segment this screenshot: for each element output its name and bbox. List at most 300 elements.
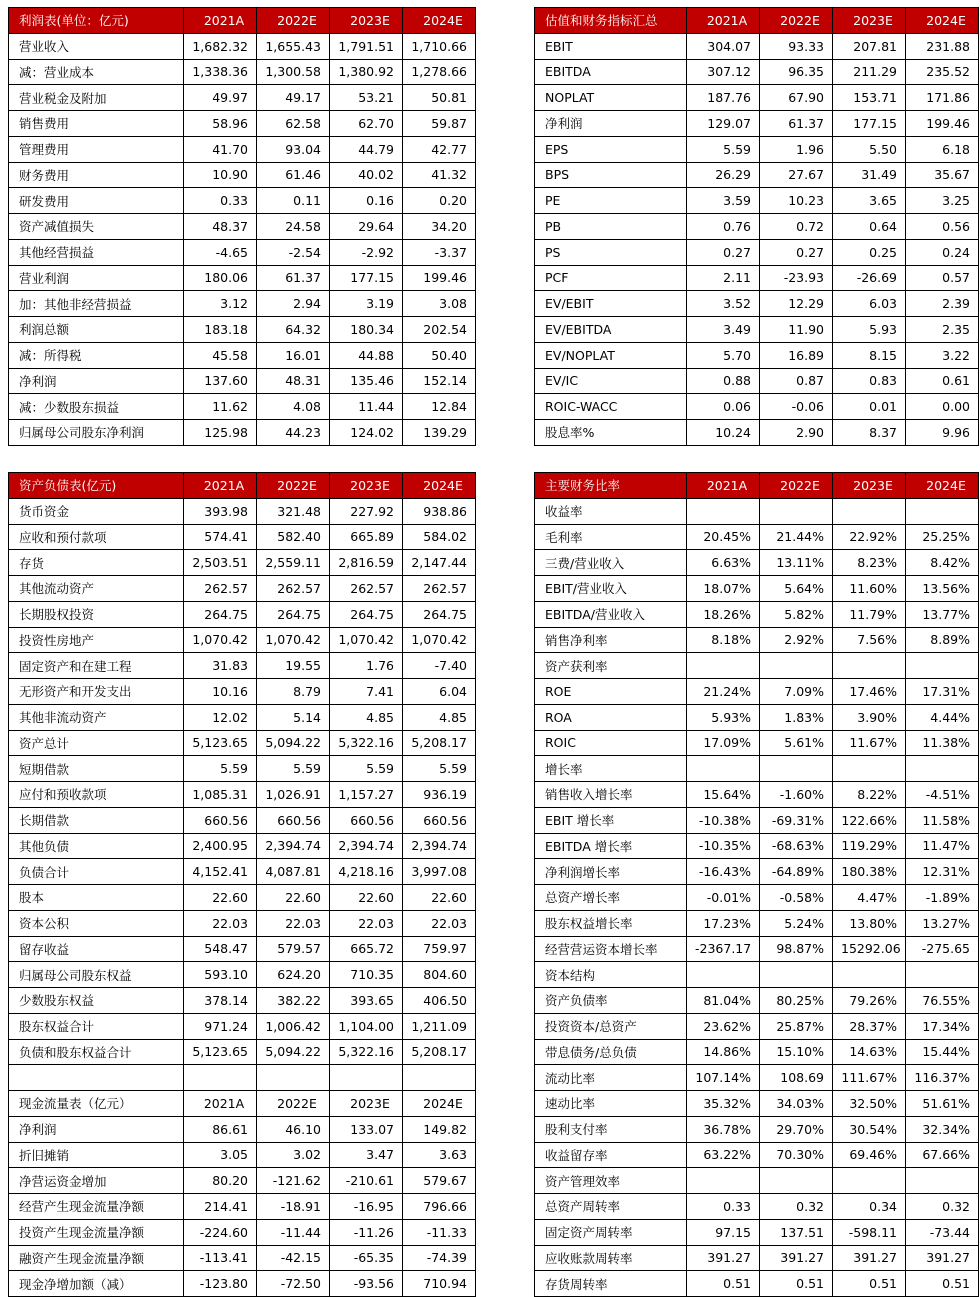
value-cell: 21.44%	[760, 524, 833, 550]
balance-sheet-table	[8, 472, 476, 1297]
value-cell	[760, 1168, 833, 1194]
value-cell: 660.56	[257, 807, 330, 833]
table-row	[9, 1142, 476, 1168]
table-row	[535, 291, 979, 317]
row-label: 应付和预收款项	[9, 782, 184, 808]
value-cell: 391.27	[687, 1245, 760, 1271]
value-cell: 62.58	[257, 111, 330, 137]
value-cell: 574.41	[184, 524, 257, 550]
row-label: 销售收入增长率	[535, 782, 687, 808]
value-cell: -74.39	[403, 1245, 476, 1271]
row-label: 加：其他非经营损益	[9, 291, 184, 317]
value-cell: 5,123.65	[184, 1039, 257, 1065]
value-cell: 46.10	[257, 1116, 330, 1142]
value-cell: 107.14%	[687, 1065, 760, 1091]
value-cell: 1,104.00	[330, 1013, 403, 1039]
income-statement-body	[9, 8, 476, 446]
value-cell: 378.14	[184, 988, 257, 1014]
row-label: 固定资产和在建工程	[9, 653, 184, 679]
value-cell: 44.88	[330, 342, 403, 368]
row-label: 其他经营损益	[9, 239, 184, 265]
value-cell: 4.85	[330, 704, 403, 730]
table-row	[535, 988, 979, 1014]
table-row	[9, 1116, 476, 1142]
row-label: 投资性房地产	[9, 627, 184, 653]
value-cell	[330, 1065, 403, 1091]
value-cell: 97.15	[687, 1219, 760, 1245]
value-cell: 5,094.22	[257, 1039, 330, 1065]
value-cell: 2023E	[330, 473, 403, 499]
value-cell: 27.67	[760, 162, 833, 188]
table-row	[535, 1219, 979, 1245]
row-label: 其他负债	[9, 833, 184, 859]
value-cell: 22.92%	[833, 524, 906, 550]
value-cell: 0.27	[687, 239, 760, 265]
table-row	[9, 704, 476, 730]
value-cell: 16.01	[257, 342, 330, 368]
table-row	[9, 498, 476, 524]
value-cell: 153.71	[833, 85, 906, 111]
value-cell: 13.11%	[760, 550, 833, 576]
row-label: EBIT 增长率	[535, 807, 687, 833]
row-label: 营业税金及附加	[9, 85, 184, 111]
row-label	[9, 1065, 184, 1091]
table-row	[9, 988, 476, 1014]
value-cell: 2,400.95	[184, 833, 257, 859]
value-cell: 0.33	[184, 188, 257, 214]
value-cell: 41.70	[184, 136, 257, 162]
value-cell: 10.23	[760, 188, 833, 214]
value-cell: 25.87%	[760, 1013, 833, 1039]
row-label: 总资产周转率	[535, 1194, 687, 1220]
table-row	[9, 807, 476, 833]
value-cell: 0.88	[687, 368, 760, 394]
value-cell: 35.67	[906, 162, 979, 188]
table-row	[9, 394, 476, 420]
value-cell: 19.55	[257, 653, 330, 679]
row-label: 速动比率	[535, 1091, 687, 1117]
value-cell	[833, 498, 906, 524]
row-label: 归属母公司股东权益	[9, 962, 184, 988]
value-cell: 13.80%	[833, 910, 906, 936]
value-cell: 61.37	[257, 265, 330, 291]
value-cell: 5.50	[833, 136, 906, 162]
value-cell: 32.34%	[906, 1116, 979, 1142]
row-label: EBITDA 增长率	[535, 833, 687, 859]
value-cell	[760, 653, 833, 679]
value-cell: 710.94	[403, 1271, 476, 1297]
table-row	[9, 859, 476, 885]
value-cell: 262.57	[184, 576, 257, 602]
value-cell: 0.16	[330, 188, 403, 214]
value-cell: 10.90	[184, 162, 257, 188]
row-label: 收益率	[535, 498, 687, 524]
value-cell: 5.14	[257, 704, 330, 730]
row-label: 净利润	[9, 1116, 184, 1142]
table-row	[535, 730, 979, 756]
value-cell: 15.44%	[906, 1039, 979, 1065]
row-label: 其他非流动资产	[9, 704, 184, 730]
value-cell: 116.37%	[906, 1065, 979, 1091]
value-cell: 15.10%	[760, 1039, 833, 1065]
value-cell: -0.58%	[760, 885, 833, 911]
table-row	[535, 59, 979, 85]
row-label: 固定资产周转率	[535, 1219, 687, 1245]
value-cell: 177.15	[833, 111, 906, 137]
value-cell: 11.60%	[833, 576, 906, 602]
value-cell: 202.54	[403, 317, 476, 343]
value-cell: 49.17	[257, 85, 330, 111]
value-cell: 1,380.92	[330, 59, 403, 85]
value-cell: 5.61%	[760, 730, 833, 756]
row-label: 净利润	[535, 111, 687, 137]
value-cell: 2,394.74	[330, 833, 403, 859]
table-row	[535, 239, 979, 265]
value-cell: 137.51	[760, 1219, 833, 1245]
value-cell: 22.60	[257, 885, 330, 911]
value-cell: 1,791.51	[330, 33, 403, 59]
table-row	[535, 1142, 979, 1168]
value-cell: 63.22%	[687, 1142, 760, 1168]
row-label: 货币资金	[9, 498, 184, 524]
value-cell: 152.14	[403, 368, 476, 394]
value-cell: 5.82%	[760, 601, 833, 627]
value-cell: 81.04%	[687, 988, 760, 1014]
value-cell: 1,006.42	[257, 1013, 330, 1039]
value-cell: -26.69	[833, 265, 906, 291]
value-cell: 0.61	[906, 368, 979, 394]
value-cell: -224.60	[184, 1219, 257, 1245]
value-cell: 4.47%	[833, 885, 906, 911]
value-cell: -0.06	[760, 394, 833, 420]
value-cell: 262.57	[257, 576, 330, 602]
value-cell: 4.08	[257, 394, 330, 420]
table-row	[9, 910, 476, 936]
value-cell: 1,070.42	[257, 627, 330, 653]
table-row	[535, 807, 979, 833]
value-cell: 579.67	[403, 1168, 476, 1194]
value-cell: 2022E	[760, 473, 833, 499]
value-cell: 1,300.58	[257, 59, 330, 85]
value-cell: -42.15	[257, 1245, 330, 1271]
table-row	[535, 368, 979, 394]
value-cell: 3.47	[330, 1142, 403, 1168]
value-cell: 5.70	[687, 342, 760, 368]
row-label: 利润表(单位：亿元)	[9, 8, 184, 34]
value-cell: 665.72	[330, 936, 403, 962]
value-cell: 14.86%	[687, 1039, 760, 1065]
value-cell: 0.32	[760, 1194, 833, 1220]
header-row	[9, 8, 476, 34]
value-cell: -210.61	[330, 1168, 403, 1194]
value-cell: 22.60	[403, 885, 476, 911]
value-cell: 1,157.27	[330, 782, 403, 808]
value-cell: 32.50%	[833, 1091, 906, 1117]
table-row	[9, 1219, 476, 1245]
table-row	[9, 885, 476, 911]
value-cell: 660.56	[330, 807, 403, 833]
table-row	[535, 498, 979, 524]
value-cell	[403, 1065, 476, 1091]
table-row	[535, 394, 979, 420]
table-row	[535, 885, 979, 911]
value-cell: 2.92%	[760, 627, 833, 653]
row-label: 应收账款周转率	[535, 1245, 687, 1271]
table-row	[9, 1245, 476, 1271]
row-label: 流动比率	[535, 1065, 687, 1091]
value-cell: 0.57	[906, 265, 979, 291]
row-label: 估值和财务指标汇总	[535, 8, 687, 34]
value-cell: 3,997.08	[403, 859, 476, 885]
value-cell: 41.32	[403, 162, 476, 188]
row-label: EV/EBITDA	[535, 317, 687, 343]
value-cell: 11.90	[760, 317, 833, 343]
value-cell: 0.51	[833, 1271, 906, 1297]
value-cell: 1,070.42	[330, 627, 403, 653]
value-cell: 2,816.59	[330, 550, 403, 576]
value-cell: 2023E	[833, 473, 906, 499]
table-row	[9, 756, 476, 782]
value-cell: 584.02	[403, 524, 476, 550]
row-label: 融资产生现金流量净额	[9, 1245, 184, 1271]
value-cell: -7.40	[403, 653, 476, 679]
table-row	[9, 1168, 476, 1194]
row-label: 负债和股东权益合计	[9, 1039, 184, 1065]
table-row	[9, 730, 476, 756]
valuation-body	[535, 8, 979, 446]
table-row	[9, 601, 476, 627]
row-label: 少数股东权益	[9, 988, 184, 1014]
value-cell: 29.64	[330, 214, 403, 240]
value-cell: -69.31%	[760, 807, 833, 833]
value-cell: -73.44	[906, 1219, 979, 1245]
value-cell: 15292.06	[833, 936, 906, 962]
value-cell: -3.37	[403, 239, 476, 265]
row-label: 减：少数股东损益	[9, 394, 184, 420]
value-cell: 393.65	[330, 988, 403, 1014]
value-cell: -93.56	[330, 1271, 403, 1297]
value-cell: 23.62%	[687, 1013, 760, 1039]
value-cell: 971.24	[184, 1013, 257, 1039]
value-cell: 11.44	[330, 394, 403, 420]
value-cell: -4.51%	[906, 782, 979, 808]
row-label: EBITDA/营业收入	[535, 601, 687, 627]
row-label: 减：所得税	[9, 342, 184, 368]
value-cell: 0.83	[833, 368, 906, 394]
table-row	[535, 342, 979, 368]
value-cell: 183.18	[184, 317, 257, 343]
value-cell	[906, 962, 979, 988]
row-label: 现金流量表（亿元）	[9, 1091, 184, 1117]
row-label: EV/IC	[535, 368, 687, 394]
value-cell: 0.01	[833, 394, 906, 420]
row-label: 资产负债率	[535, 988, 687, 1014]
table-row	[535, 136, 979, 162]
value-cell: 5.24%	[760, 910, 833, 936]
value-cell: 2022E	[257, 473, 330, 499]
row-label: 总资产增长率	[535, 885, 687, 911]
value-cell: 171.86	[906, 85, 979, 111]
value-cell: 1,070.42	[403, 627, 476, 653]
row-label: 经营营运资本增长率	[535, 936, 687, 962]
value-cell: 12.84	[403, 394, 476, 420]
value-cell	[760, 498, 833, 524]
value-cell: -10.38%	[687, 807, 760, 833]
value-cell: 2021A	[687, 8, 760, 34]
table-row	[535, 111, 979, 137]
value-cell: -1.60%	[760, 782, 833, 808]
row-label: 归属母公司股东净利润	[9, 420, 184, 446]
value-cell: 59.87	[403, 111, 476, 137]
row-label: 增长率	[535, 756, 687, 782]
value-cell: 3.65	[833, 188, 906, 214]
value-cell: 3.08	[403, 291, 476, 317]
value-cell: 307.12	[687, 59, 760, 85]
value-cell: 0.25	[833, 239, 906, 265]
value-cell: -64.89%	[760, 859, 833, 885]
value-cell: 70.30%	[760, 1142, 833, 1168]
value-cell: 96.35	[760, 59, 833, 85]
row-label: 净营运资金增加	[9, 1168, 184, 1194]
row-label: 经营产生现金流量净额	[9, 1194, 184, 1220]
value-cell: 31.49	[833, 162, 906, 188]
row-label: 净利润	[9, 368, 184, 394]
value-cell: 11.38%	[906, 730, 979, 756]
table-row	[535, 214, 979, 240]
value-cell	[687, 962, 760, 988]
table-row	[535, 756, 979, 782]
table-row	[9, 162, 476, 188]
value-cell: 0.51	[906, 1271, 979, 1297]
row-label: 无形资产和开发支出	[9, 679, 184, 705]
row-label: 负债合计	[9, 859, 184, 885]
value-cell: 11.58%	[906, 807, 979, 833]
value-cell: 122.66%	[833, 807, 906, 833]
table-row	[535, 85, 979, 111]
row-label: 存货周转率	[535, 1271, 687, 1297]
value-cell	[687, 756, 760, 782]
row-label: BPS	[535, 162, 687, 188]
table-row	[535, 1065, 979, 1091]
value-cell: 3.05	[184, 1142, 257, 1168]
value-cell: 2,559.11	[257, 550, 330, 576]
table-row	[9, 239, 476, 265]
value-cell: 40.02	[330, 162, 403, 188]
value-cell: 25.25%	[906, 524, 979, 550]
table-row	[9, 420, 476, 446]
row-label: 长期借款	[9, 807, 184, 833]
value-cell: 2022E	[257, 1091, 330, 1117]
value-cell: 80.20	[184, 1168, 257, 1194]
value-cell: 0.87	[760, 368, 833, 394]
value-cell	[906, 1168, 979, 1194]
table-row	[535, 524, 979, 550]
value-cell: 2024E	[403, 8, 476, 34]
row-label: PCF	[535, 265, 687, 291]
value-cell: 382.22	[257, 988, 330, 1014]
value-cell: 0.27	[760, 239, 833, 265]
value-cell: 93.33	[760, 33, 833, 59]
value-cell: -11.26	[330, 1219, 403, 1245]
value-cell	[687, 653, 760, 679]
value-cell: 207.81	[833, 33, 906, 59]
value-cell: 125.98	[184, 420, 257, 446]
value-cell: -11.44	[257, 1219, 330, 1245]
table-row	[9, 33, 476, 59]
value-cell: -123.80	[184, 1271, 257, 1297]
table-row	[9, 136, 476, 162]
table-row	[9, 782, 476, 808]
table-row	[9, 576, 476, 602]
value-cell: 2,394.74	[257, 833, 330, 859]
row-label: PE	[535, 188, 687, 214]
value-cell: 4,152.41	[184, 859, 257, 885]
value-cell: 67.90	[760, 85, 833, 111]
table-row	[9, 317, 476, 343]
value-cell	[184, 1065, 257, 1091]
value-cell: 2024E	[906, 8, 979, 34]
value-cell: 4.44%	[906, 704, 979, 730]
value-cell: 199.46	[906, 111, 979, 137]
value-cell: 17.23%	[687, 910, 760, 936]
value-cell: 2023E	[833, 8, 906, 34]
value-cell: 49.97	[184, 85, 257, 111]
row-label: 营业收入	[9, 33, 184, 59]
table-row	[535, 833, 979, 859]
cashflow-header-row	[9, 1091, 476, 1117]
value-cell: 48.37	[184, 214, 257, 240]
income-statement-table	[8, 7, 476, 446]
table-row	[9, 936, 476, 962]
value-cell: 3.52	[687, 291, 760, 317]
value-cell: 8.18%	[687, 627, 760, 653]
value-cell: 5,208.17	[403, 730, 476, 756]
row-label: 存货	[9, 550, 184, 576]
row-label: EPS	[535, 136, 687, 162]
value-cell: 235.52	[906, 59, 979, 85]
row-label: 其他流动资产	[9, 576, 184, 602]
value-cell: 29.70%	[760, 1116, 833, 1142]
table-row	[535, 910, 979, 936]
value-cell: 3.22	[906, 342, 979, 368]
value-cell: 5.93%	[687, 704, 760, 730]
value-cell: 8.42%	[906, 550, 979, 576]
table-row	[9, 1194, 476, 1220]
value-cell: 0.32	[906, 1194, 979, 1220]
balance-sheet-body	[9, 473, 476, 1297]
value-cell: 18.26%	[687, 601, 760, 627]
row-label: 股利支付率	[535, 1116, 687, 1142]
value-cell: 2,147.44	[403, 550, 476, 576]
value-cell: 35.32%	[687, 1091, 760, 1117]
value-cell: 5.93	[833, 317, 906, 343]
value-cell: 135.46	[330, 368, 403, 394]
value-cell: 0.51	[760, 1271, 833, 1297]
table-row	[535, 1245, 979, 1271]
value-cell: 796.66	[403, 1194, 476, 1220]
value-cell: -11.33	[403, 1219, 476, 1245]
table-row	[535, 550, 979, 576]
table-row	[535, 653, 979, 679]
value-cell: 30.54%	[833, 1116, 906, 1142]
valuation-table	[534, 7, 979, 446]
value-cell: 13.77%	[906, 601, 979, 627]
value-cell: 7.41	[330, 679, 403, 705]
value-cell: 2.94	[257, 291, 330, 317]
value-cell: 2021A	[184, 8, 257, 34]
row-label: 应收和预付款项	[9, 524, 184, 550]
value-cell: 5.59	[403, 756, 476, 782]
